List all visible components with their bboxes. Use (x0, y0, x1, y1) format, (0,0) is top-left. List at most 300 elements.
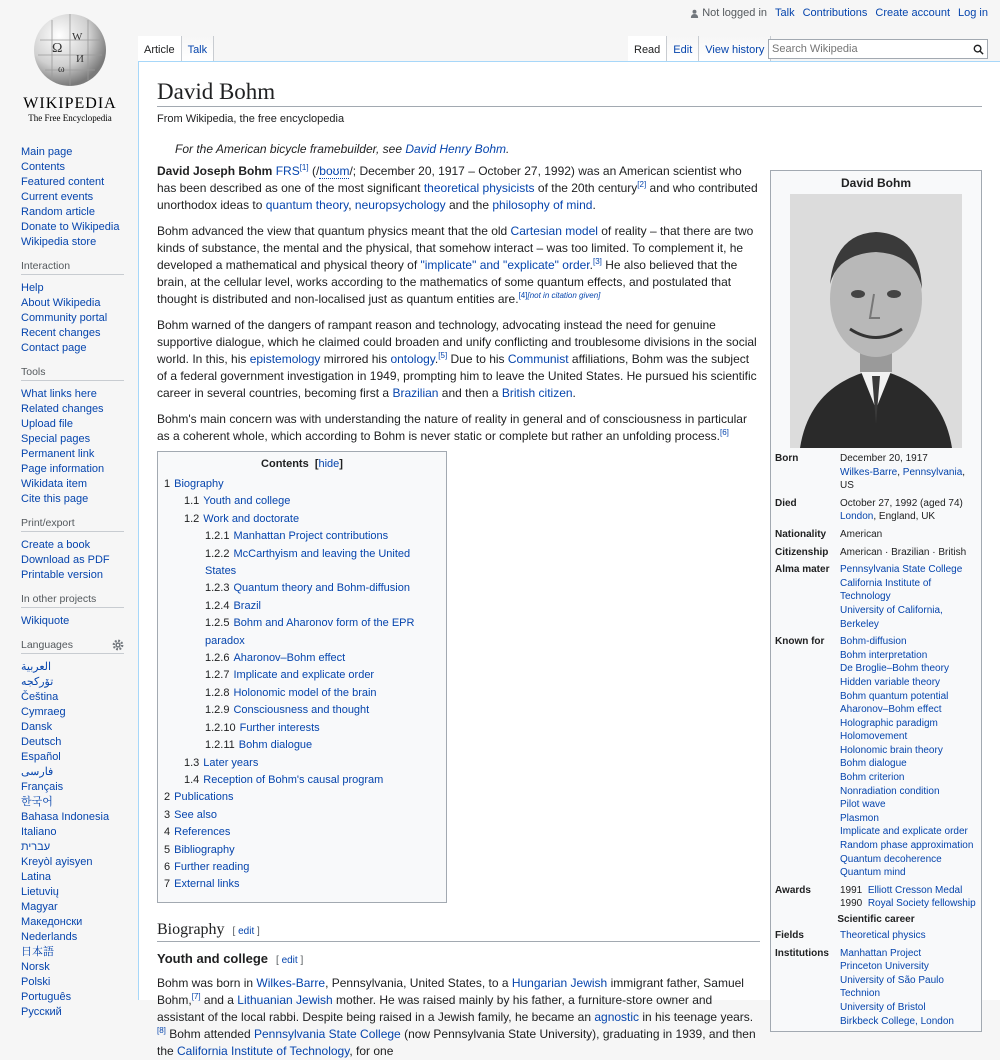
tab-read[interactable]: Read (628, 36, 667, 61)
sidebar-language-item (21, 705, 138, 720)
toc-item[interactable] (164, 685, 440, 702)
user-icon (690, 9, 699, 18)
sidebar-nav-item (21, 160, 138, 175)
toc-item[interactable] (164, 755, 440, 772)
toc-item[interactable] (164, 876, 440, 893)
sidebar-print-item (21, 538, 138, 553)
known-for-link[interactable]: Plasmon (840, 812, 879, 824)
create-account-link[interactable]: Create account (875, 7, 951, 19)
sidebar-language-link-kreyo-l-ayisyen[interactable]: Kreyòl ayisyen (21, 856, 93, 868)
toc-number: 1.2.5 (205, 617, 230, 630)
sidebar-nav-link-contents[interactable]: Contents (21, 161, 66, 173)
communist-link[interactable]: Communist (507, 352, 569, 366)
tab-view-history-link[interactable]: View history (705, 44, 765, 56)
search-box (768, 39, 988, 59)
lithuanian-jewish-link[interactable]: Lithuanian Jewish (237, 992, 333, 1007)
body-text: immigrant father, Samuel Bohm, (157, 975, 744, 1007)
wilkes-barre-link[interactable]: Wilkes-Barre (256, 975, 326, 990)
sidebar-interaction-link-community-portal[interactable]: Community portal (21, 312, 108, 324)
body-text: and a (200, 992, 238, 1007)
sidebar-language-link-polski[interactable]: Polski (21, 976, 51, 988)
toc-link[interactable]: References (174, 826, 231, 839)
toc-link[interactable]: Publications (174, 791, 234, 804)
award-2 (840, 897, 977, 911)
hatnote-suffix: . (506, 142, 510, 156)
youth-heading: Youth and college (157, 950, 268, 966)
toc-heading: Contents (261, 458, 309, 470)
hatnote-prefix: For the American bicycle framebuilder, see (175, 142, 406, 156)
not-in-citation-given-link[interactable]: [not in citation given] (527, 291, 601, 300)
tab-view-history[interactable] (699, 36, 771, 61)
born-label: Born (775, 453, 799, 464)
toc-link[interactable]: Holonomic model of the brain (233, 686, 377, 699)
sidebar-language-link-item[interactable]: Русский (21, 1006, 62, 1018)
toc-link[interactable]: Work and doctorate (203, 512, 300, 525)
sidebar-nav-item (21, 145, 138, 160)
infobox-title: David Bohm (840, 176, 911, 190)
sidebar-language-link-item[interactable]: العربية (21, 661, 52, 673)
toc-number: 1.2.8 (205, 686, 230, 699)
sidebar-print-item (21, 568, 138, 583)
sidebar-nav-link-current-events[interactable]: Current events (21, 191, 94, 203)
sidebar-interaction-item (21, 281, 138, 296)
sidebar-interaction-item (21, 311, 138, 326)
award-1 (840, 884, 977, 898)
known-for-link[interactable]: Nonradiation condition (840, 785, 940, 797)
navigation-portal (21, 145, 138, 250)
lead-text: . (572, 386, 576, 400)
sidebar-tools-link-page-information[interactable]: Page information (21, 463, 105, 475)
sidebar-nav-link-main-page[interactable]: Main page (21, 146, 73, 158)
toc-item[interactable] (164, 615, 440, 650)
interaction-heading: Interaction (21, 260, 124, 275)
sidebar-language-item (21, 900, 138, 915)
known-for-link[interactable]: Bohm quantum potential (840, 690, 949, 702)
epistemology-link[interactable]: epistemology (249, 352, 321, 366)
sidebar-tools-link-cite-this-page[interactable]: Cite this page (21, 493, 89, 505)
known-for-link[interactable]: Quantum mind (840, 867, 906, 879)
article-content (138, 61, 1000, 1058)
nationality-value: American (840, 528, 883, 540)
sidebar-tools-item (21, 402, 138, 417)
agnostic-link[interactable]: agnostic (594, 1009, 640, 1024)
toc-link[interactable]: Implicate and explicate order (233, 669, 375, 682)
sidebar-language-item (21, 885, 138, 900)
toc-item[interactable] (164, 807, 440, 824)
toc-link[interactable]: McCarthyism and leaving the United States (205, 547, 411, 578)
tab-edit-link[interactable]: Edit (673, 44, 693, 56)
table-of-contents (157, 451, 447, 903)
lead-text: Bohm advanced the view that quantum physics meant that the old (157, 224, 511, 238)
born-place-state-link[interactable]: Pennsylvania (902, 466, 963, 478)
lead-paragraph-3 (157, 317, 760, 402)
not-logged-in-label: Not logged in (702, 7, 768, 19)
known-for-label: Known for (775, 636, 825, 648)
toc-link[interactable]: Bohm dialogue (238, 739, 313, 752)
tab-talk-link[interactable]: Talk (187, 44, 208, 56)
projects-portal (21, 593, 138, 629)
tab-edit[interactable] (667, 36, 699, 61)
sidebar-nav-link-wikipedia-store[interactable]: Wikipedia store (21, 236, 97, 248)
known-for-link[interactable]: Bohm dialogue (840, 758, 907, 770)
lead-text: /; December 20, 1917 – October 27, 1992) was an American scientist who has been described as one of the most significant (157, 164, 742, 195)
philosophy-of-mind-link[interactable]: philosophy of mind (492, 198, 593, 212)
toc-number: 1.2.6 (205, 652, 230, 665)
lead-paragraph-2 (157, 223, 760, 308)
sidebar-language-link-dansk[interactable]: Dansk (21, 721, 53, 733)
tab-talk[interactable] (182, 36, 215, 61)
frs-link[interactable]: FRS (275, 164, 300, 178)
died-place-city-link[interactable]: London (840, 511, 874, 523)
print-heading: Print/export (21, 517, 124, 532)
sidebar-language-item (21, 690, 138, 705)
alma-mater-link[interactable]: California Institute of Technology (840, 577, 932, 603)
toc-number: 1.2.2 (205, 547, 230, 560)
ref-5[interactable]: [5] (438, 351, 448, 360)
sidebar-language-link-latina[interactable]: Latina (21, 871, 51, 883)
sidebar-language-link-item[interactable]: 日本語 (21, 946, 54, 958)
institution-link[interactable]: Manhattan Project (840, 947, 922, 959)
award-1-link[interactable]: Elliott Cresson Medal (867, 884, 963, 896)
toc-link[interactable]: Brazil (233, 599, 261, 612)
infobox-known-for (775, 635, 977, 880)
sidebar-tools-link-what-links-here[interactable]: What links here (21, 388, 97, 400)
lead-text: mirrored his (320, 352, 391, 366)
institutions-label: Institutions (775, 947, 829, 959)
wikipedia-wordmark: WIKIPEDIA (23, 95, 117, 112)
svg-text:Ω: Ω (52, 41, 63, 56)
institution-link[interactable]: Technion (840, 988, 881, 1000)
toc-item[interactable] (164, 789, 440, 806)
sidebar-language-link-deutsch[interactable]: Deutsch (21, 736, 62, 748)
theoretical-physicists-link[interactable]: theoretical physicists (423, 181, 535, 195)
toc-number: 2 (164, 791, 171, 804)
known-for-link[interactable]: Hidden variable theory (840, 676, 941, 688)
known-for-link[interactable]: Bohm criterion (840, 772, 905, 784)
toc-link[interactable]: See also (174, 808, 217, 821)
alma-mater-link[interactable]: Pennsylvania State College (840, 564, 963, 576)
ontology-link[interactable]: ontology (390, 352, 435, 366)
sidebar-nav-item (21, 175, 138, 190)
sidebar-tools-item (21, 447, 138, 462)
known-for-link[interactable]: Pilot wave (840, 799, 886, 811)
toc-link[interactable]: Biography (174, 478, 224, 490)
biography-heading: Biography (157, 920, 225, 938)
died-label: Died (775, 497, 797, 509)
sidebar-language-link-espan-ol[interactable]: Español (21, 751, 61, 763)
toc-item[interactable] (164, 493, 440, 510)
infobox-institutions (775, 947, 977, 1029)
sidebar-nav-link-featured-content[interactable]: Featured content (21, 176, 105, 188)
sidebar-language-link-item[interactable]: 한국어 (21, 796, 53, 808)
sidebar-tools-item (21, 432, 138, 447)
sidebar-tools-link-special-pages[interactable]: Special pages (21, 433, 91, 445)
quantum-theory-link[interactable]: quantum theory (265, 198, 349, 212)
sidebar-interaction-link-recent-changes[interactable]: Recent changes (21, 327, 101, 339)
brazilian-link[interactable]: Brazilian (392, 386, 439, 400)
tools-heading: Tools (21, 366, 124, 381)
svg-text:И: И (76, 53, 84, 65)
talk-link[interactable]: Talk (775, 7, 795, 19)
institution-link[interactable]: University of Bristol (840, 1001, 926, 1013)
sidebar-language-link-italiano[interactable]: Italiano (21, 826, 57, 838)
british-citizen-link[interactable]: British citizen (501, 386, 573, 400)
born-place-city-link[interactable]: Wilkes-Barre (840, 466, 898, 478)
gear-icon[interactable] (112, 639, 124, 651)
ref-7[interactable]: [7] (191, 991, 201, 1001)
toc-item[interactable] (164, 546, 440, 581)
institution-link[interactable]: University of São Paulo (840, 974, 944, 986)
implicate-explicate-order-link[interactable]: "implicate" and "explicate" order (420, 258, 590, 272)
infobox-born (775, 452, 977, 493)
sidebar-language-link-item[interactable]: تۆرکجه (21, 676, 54, 688)
lead-text: He also believed that the brain, at the cellular level, works according to the mathematics of some quantum effects, and postulated that thought is distributed and non-localised just as quantum entities are. (157, 258, 738, 306)
ipa-link[interactable]: boʊm (319, 164, 350, 178)
known-for-link[interactable]: Holonomic brain theory (840, 744, 943, 756)
known-for-link[interactable]: Holomovement (840, 731, 908, 743)
tab-article[interactable]: Article (138, 36, 182, 61)
sidebar-language-link-bahasa-indonesia[interactable]: Bahasa Indonesia (21, 811, 110, 823)
known-for-link[interactable]: Bohm interpretation (840, 649, 928, 661)
sidebar-language-item (21, 810, 138, 825)
languages-heading (21, 639, 124, 654)
body-text: (now Pennsylvania State University), graduating in 1939, and then the (157, 1026, 756, 1058)
toc-link[interactable]: Consciousness and thought (233, 704, 370, 717)
sidebar-tools-link-upload-file[interactable]: Upload file (21, 418, 73, 430)
portrait-photo[interactable] (790, 194, 962, 448)
known-for-link[interactable]: Holographic paradigm (840, 717, 938, 729)
svg-text:W: W (72, 31, 83, 43)
known-for-link[interactable]: Quantum decoherence (840, 853, 942, 865)
nationality-label: Nationality (775, 528, 827, 540)
sidebar-nav-link-random-article[interactable]: Random article (21, 206, 95, 218)
infobox-alma-mater (775, 563, 977, 631)
sidebar-language-item (21, 990, 138, 1005)
toc-item[interactable] (164, 702, 440, 719)
sidebar-projects-link-wikiquote[interactable]: Wikiquote (21, 615, 70, 627)
known-for-link[interactable]: De Broglie–Bohm theory (840, 663, 949, 675)
sidebar-language-link-nederlands[interactable]: Nederlands (21, 931, 78, 943)
born-place: Wilkes-Barre, Pennsylvania, US (840, 466, 966, 492)
known-for-link[interactable]: Implicate and explicate order (840, 826, 968, 838)
sidebar-interaction-link-about-wikipedia[interactable]: About Wikipedia (21, 297, 101, 309)
sidebar-language-link-item[interactable]: فارسی (21, 766, 54, 778)
cartesian-model-link[interactable]: Cartesian model (510, 224, 598, 238)
lead-paragraph-1 (157, 163, 760, 214)
sidebar-language-link-franc-ais[interactable]: Français (21, 781, 64, 793)
toc-link[interactable]: Further interests (239, 721, 320, 734)
sidebar-nav-link-donate-to-wikipedia[interactable]: Donate to Wikipedia (21, 221, 120, 233)
neuropsychology-link[interactable]: neuropsychology (354, 198, 446, 212)
toc-item[interactable] (164, 720, 440, 737)
infobox-nationality (775, 528, 977, 542)
lead-text: of the 20th century (534, 181, 638, 195)
toc-link[interactable]: Manhattan Project contributions (233, 530, 389, 543)
toc-link[interactable]: Bohm and Aharonov form of the EPR paradox (205, 617, 415, 647)
toc-link[interactable]: Quantum theory and Bohm-diffusion (233, 582, 410, 595)
toc-item[interactable] (164, 476, 440, 493)
wikipedia-logo[interactable] (20, 10, 120, 122)
sidebar-interaction-item (21, 296, 138, 311)
toc-number: 1.3 (184, 756, 200, 769)
contributions-link[interactable]: Contributions (802, 7, 868, 19)
lead-text: and the (445, 198, 493, 212)
sidebar-print-link-printable-version[interactable]: Printable version (21, 569, 103, 581)
toc-number: 5 (164, 843, 171, 856)
body-text: mother. He was raised mainly by his father, a furniture-store owner and assistant of the local rabbi. Despite being raised in a Jewish family, he became an (157, 992, 713, 1024)
sidebar-language-link-item[interactable]: עברית (21, 841, 51, 853)
toc-item[interactable] (164, 842, 440, 859)
log-in-link[interactable]: Log in (958, 7, 988, 19)
toc-item[interactable] (164, 772, 440, 789)
alma-mater-link[interactable]: University of California, Berkeley (840, 604, 943, 630)
sidebar-language-link-item[interactable]: Македонски (21, 916, 83, 928)
toc-item[interactable] (164, 580, 440, 597)
print-portal (21, 517, 138, 583)
lead-text: Bohm's main concern was with understanding the nature of reality in general and of consciousness in particular as a coherent whole, which according to Bohm is never static or complete but rather an unfolding process. (157, 412, 747, 443)
pennsylvania-state-college-link[interactable]: Pennsylvania State College (253, 1026, 401, 1041)
hungarian-jewish-link[interactable]: Hungarian Jewish (511, 975, 608, 990)
sidebar-language-link-portugue-s[interactable]: Português (21, 991, 72, 1003)
languages-heading-label: Languages (21, 639, 73, 651)
hatnote-link[interactable]: David Henry Bohm (405, 142, 507, 156)
sidebar-print-link-create-a-book[interactable]: Create a book (21, 539, 91, 551)
sidebar-language-item (21, 735, 138, 750)
sidebar-language-item (21, 660, 138, 675)
institution-link[interactable]: Princeton University (840, 961, 929, 973)
sidebar-language-link-lietuviu[interactable]: Lietuvių (21, 886, 59, 898)
toc-number: 1.2.9 (205, 704, 230, 717)
edit-biography-link[interactable]: edit (238, 925, 255, 937)
body-text: , Pennsylvania, United States, to a (325, 975, 512, 990)
sidebar-language-item (21, 1005, 138, 1020)
sidebar-interaction-item (21, 341, 138, 356)
known-for-link[interactable]: Random phase approximation (840, 840, 974, 852)
died-place-country: , England, UK (873, 511, 936, 523)
known-for-link[interactable]: Bohm-diffusion (840, 636, 907, 648)
search-button[interactable] (969, 40, 987, 58)
sidebar-language-item (21, 930, 138, 945)
search-input[interactable] (772, 43, 969, 55)
sidebar-language-item (21, 945, 138, 960)
sidebar-print-link-download-as-pdf[interactable]: Download as PDF (21, 554, 110, 566)
institution-link[interactable]: Birkbeck College, London (840, 1015, 954, 1027)
award-1-year: 1991 (840, 884, 863, 896)
lead-text: Due to his (447, 352, 508, 366)
toc-number: 1.4 (184, 773, 200, 786)
award-2-link[interactable]: Royal Society fellowship (867, 898, 976, 910)
section-heading-biography (157, 921, 760, 942)
lead-text: and then a (438, 386, 502, 400)
infobox (770, 170, 982, 1032)
infobox-fields (775, 929, 977, 943)
edit-youth-link[interactable]: edit (281, 954, 298, 966)
toc-number: 1.2.1 (205, 530, 230, 543)
sidebar-tools-item (21, 492, 138, 507)
toc-item[interactable] (164, 528, 440, 545)
sidebar-tools-item (21, 417, 138, 432)
toc-number: 1.2.7 (205, 669, 230, 682)
ref-8[interactable]: [8] (157, 1025, 166, 1035)
lead-text: , (348, 198, 355, 212)
languages-portal (21, 639, 138, 1020)
sidebar-language-link-magyar[interactable]: Magyar (21, 901, 58, 913)
fields-link[interactable]: Theoretical physics (840, 930, 926, 941)
toc-number: 4 (164, 826, 171, 839)
toc-item[interactable] (164, 859, 440, 876)
svg-text:ω: ω (58, 64, 65, 75)
toc-number: 1.2.3 (205, 582, 230, 595)
toc-item[interactable] (164, 598, 440, 615)
hatnote (157, 142, 982, 156)
sidebar-language-link-c-es-tina[interactable]: Čeština (21, 691, 59, 703)
toc-link[interactable]: Later years (203, 756, 259, 769)
known-for-link[interactable]: Aharonov–Bohm effect (840, 704, 942, 716)
toc-link[interactable]: Bibliography (174, 843, 235, 856)
toc-link[interactable]: Aharonov–Bohm effect (233, 652, 346, 665)
sidebar-nav-item (21, 235, 138, 250)
sidebar-language-link-cymraeg[interactable]: Cymraeg (21, 706, 66, 718)
toc-item[interactable] (164, 667, 440, 684)
body-text: Bohm attended (165, 1026, 254, 1041)
citizenship-label: Citizenship (775, 546, 829, 558)
sidebar-print-item (21, 553, 138, 568)
edit-section: [ edit ] (276, 954, 304, 966)
toc-item[interactable] (164, 650, 440, 667)
ref-2[interactable]: [2] (637, 180, 647, 189)
sidebar-tools-link-wikidata-item[interactable]: Wikidata item (21, 478, 88, 490)
sidebar-language-link-norsk[interactable]: Norsk (21, 961, 50, 973)
body-text: , for one (349, 1043, 394, 1058)
award-2-year: 1990 (840, 898, 863, 910)
toc-hide-link[interactable]: hide (318, 458, 340, 470)
sidebar-nav-item (21, 205, 138, 220)
sidebar-interaction-link-help[interactable]: Help (21, 282, 44, 294)
search-icon (973, 44, 984, 55)
ref-1[interactable]: [1] (299, 163, 309, 172)
sidebar-tools-link-permanent-link[interactable]: Permanent link (21, 448, 95, 460)
sidebar-language-item (21, 915, 138, 930)
lead-paragraph-4 (157, 411, 760, 445)
fields-label: Fields (775, 930, 804, 941)
toc-link[interactable]: Youth and college (203, 495, 291, 508)
body-text: Bohm was born in (157, 975, 257, 990)
toc-link[interactable]: Reception of Bohm's causal program (203, 773, 384, 786)
ref-3[interactable]: [3] (592, 257, 602, 266)
sidebar-tools-item (21, 462, 138, 477)
sidebar-language-item (21, 765, 138, 780)
tools-portal (21, 366, 138, 507)
toc-link[interactable]: Further reading (174, 860, 250, 873)
ref-4[interactable]: [4] (518, 291, 528, 300)
caltech-link[interactable]: California Institute of Technology (177, 1043, 350, 1058)
lead-text: affiliations, Bohm was the subject of a federal government investigation in 1949, prompting him to leave the United States. He pursued his scientific career in several countries, becoming first a (157, 352, 757, 400)
sidebar-tools-link-related-changes[interactable]: Related changes (21, 403, 104, 415)
toc-number: 1 (164, 478, 171, 490)
lead-text: . (589, 258, 593, 272)
toc-item[interactable] (164, 737, 440, 754)
ref-6[interactable]: [6] (719, 428, 729, 437)
toc-item[interactable] (164, 824, 440, 841)
namespace-tabs (138, 36, 214, 61)
not-logged-in-status (690, 7, 767, 19)
sidebar-interaction-link-contact-page[interactable]: Contact page (21, 342, 87, 354)
toc-item[interactable] (164, 511, 440, 528)
body-text: in his teenage years. (639, 1009, 754, 1024)
toc-link[interactable]: External links (174, 878, 240, 891)
sidebar-language-item (21, 795, 138, 810)
lead-text: . (434, 352, 439, 366)
